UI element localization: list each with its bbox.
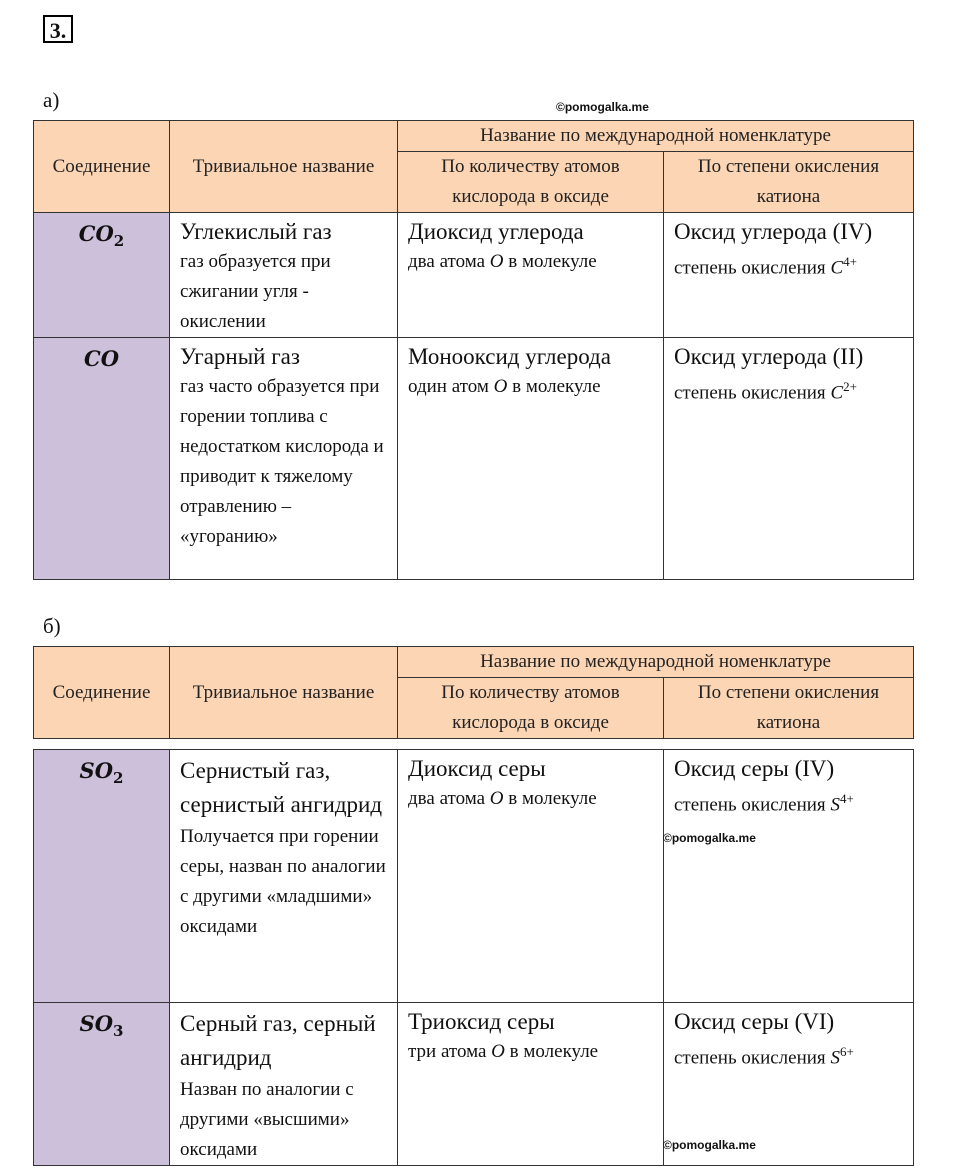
trivial-note: Назван по аналогии с другими «высшими» оксидами — [180, 1079, 354, 1160]
trivial-name: Сернистый газ, сернистый ангидрид — [180, 758, 383, 817]
oxidation-cell — [664, 750, 914, 1003]
oxidation-name: Оксид серы (IV) — [674, 756, 835, 781]
oxidation-name: Оксид углерода (IV) — [674, 219, 873, 244]
compound-formula: $SO_2$ — [34, 750, 170, 1003]
atoms-name: Диоксид углерода — [408, 219, 584, 244]
header-compound: Соединение — [34, 647, 170, 739]
atoms-cell — [398, 750, 664, 1003]
oxidation-cell — [664, 213, 914, 338]
trivial-note: Получается при горении серы, назван по аналогии с другими «младшими» оксидами — [180, 826, 386, 937]
watermark: ©pomogalka.me — [663, 831, 756, 845]
table-b — [33, 749, 914, 1166]
table-row — [34, 1003, 914, 1166]
header-international: Название по международной номенклатуре — [398, 647, 914, 678]
atoms-name: Триоксид серы — [408, 1009, 555, 1034]
section-a-label: а) — [43, 88, 60, 112]
header-by-atoms: По количеству атомов кислорода в оксиде — [398, 152, 664, 213]
atoms-note: три атома O в молекуле — [408, 1041, 599, 1062]
trivial-cell — [170, 213, 398, 338]
header-by-oxidation: По степени окисления катиона — [664, 678, 914, 739]
atoms-cell — [398, 213, 664, 338]
table-row — [34, 750, 914, 1003]
compound-formula: CO — [34, 338, 170, 580]
oxidation-note: степень окисления $S^{6+}$ — [674, 1044, 854, 1069]
oxidation-cell — [664, 338, 914, 580]
atoms-note: два атома O в молекуле — [408, 788, 597, 809]
oxidation-name: Оксид серы (VI) — [674, 1009, 835, 1034]
table-b-header — [33, 646, 914, 739]
table-a — [33, 120, 914, 580]
header-international: Название по международной номенклатуре — [398, 121, 914, 152]
oxidation-note: степень окисления $S^{4+}$ — [674, 791, 854, 816]
header-by-oxidation: По степени окисления катиона — [664, 152, 914, 213]
atoms-cell — [398, 1003, 664, 1166]
atoms-name: Диоксид серы — [408, 756, 546, 781]
oxidation-note: степень окисления $C^{2+}$ — [674, 379, 857, 404]
trivial-name: Угарный газ — [180, 344, 300, 369]
table-row — [34, 338, 914, 580]
task-number: 3. — [43, 15, 73, 43]
trivial-name: Серный газ, серный ангидрид — [180, 1011, 376, 1070]
header-trivial: Тривиальное название — [170, 647, 398, 739]
oxidation-name: Оксид углерода (II) — [674, 344, 864, 369]
header-by-atoms: По количеству атомов кислорода в оксиде — [398, 678, 664, 739]
atoms-note: один атом O в молекуле — [408, 376, 601, 397]
section-b-label: б) — [43, 614, 61, 638]
trivial-cell — [170, 1003, 398, 1166]
watermark: ©pomogalka.me — [556, 100, 649, 114]
trivial-name: Углекислый газ — [180, 219, 332, 244]
trivial-note: газ часто образуется при горении топлива с недостатком кислорода и приводит к тяжелому отравлению – «угоранию» — [180, 376, 384, 547]
header-compound: Соединение — [34, 121, 170, 213]
trivial-cell — [170, 338, 398, 580]
compound-formula: $SO_3$ — [34, 1003, 170, 1166]
atoms-name: Монооксид углерода — [408, 344, 611, 369]
compound-formula: $CO_2$ — [34, 213, 170, 338]
atoms-cell — [398, 338, 664, 580]
atoms-note: два атома O в молекуле — [408, 251, 597, 272]
header-trivial: Тривиальное название — [170, 121, 398, 213]
trivial-note: газ образуется при сжигании угля - окислении — [180, 251, 331, 332]
oxidation-note: степень окисления $C^{4+}$ — [674, 254, 857, 279]
trivial-cell — [170, 750, 398, 1003]
watermark: ©pomogalka.me — [663, 1138, 756, 1152]
table-row — [34, 213, 914, 338]
